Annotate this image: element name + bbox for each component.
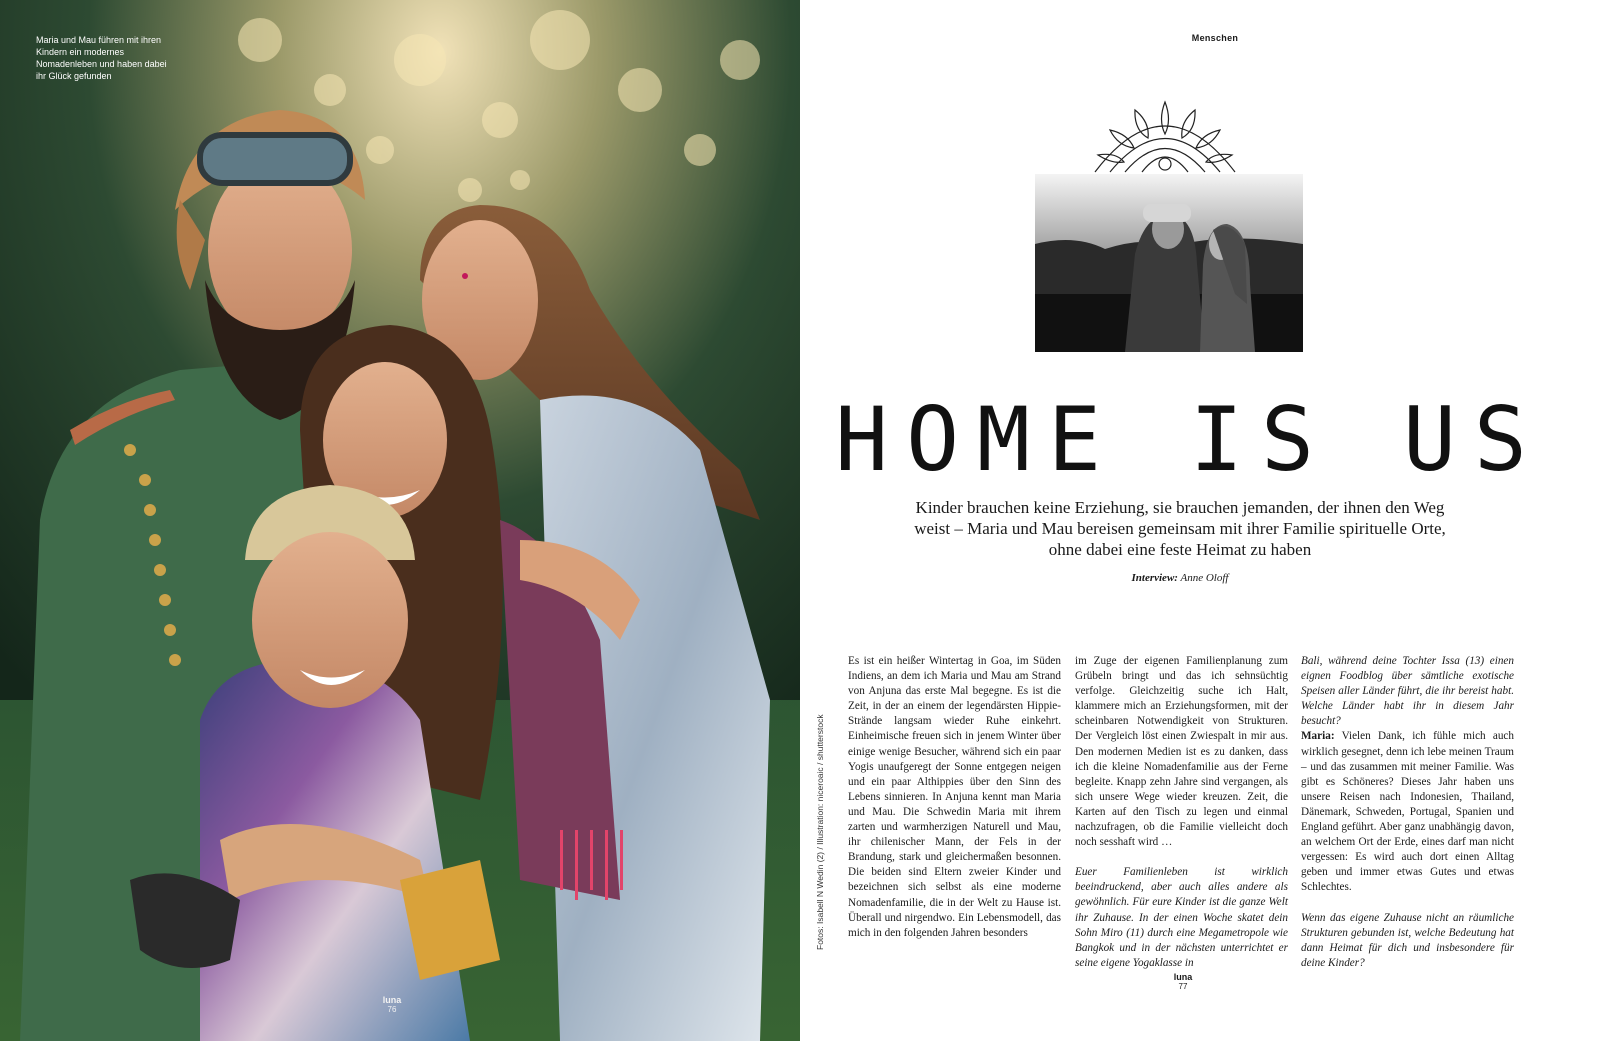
section-label: Menschen bbox=[1191, 33, 1239, 43]
interview-question: Wenn das eigene Zuhause nicht an räumliche Strukturen gebunden ist, welche Bedeutung hat dann Heimat für dich und insbesondere für deine Kinder? bbox=[1301, 911, 1514, 969]
right-folio-brand: luna bbox=[1173, 972, 1193, 982]
left-folio bbox=[372, 995, 412, 1014]
left-folio-number: 76 bbox=[387, 1005, 397, 1014]
interview-question-continued: Bali, während deine Tochter Issa (13) einen eignen Foodblog über sämtliche exotische Speisen aller Länder führt, die ihr bereist habt. Welche Länder habt ihr in diesem Jahr besucht? bbox=[1301, 655, 1514, 728]
article-column-2 bbox=[1075, 654, 1288, 971]
speaker-label: Maria: bbox=[1301, 730, 1335, 743]
headline-text: HOME IS US bbox=[835, 388, 1545, 491]
interview-question: Euer Familienleben ist wirklich beeindruckend, aber auch alles andere als gewöhnlich. Für eure Kinder ist die ganze Welt ihr Zuhause. In der einen Woche skatet dein Sohn Miro (11) durch eine Megametropole wie Bangkok und in der nächsten unterrichtet er seine eigene Yogaklasse in bbox=[1075, 866, 1288, 969]
left-folio-brand: luna bbox=[382, 995, 402, 1005]
standfirst: Kinder brauchen keine Erziehung, sie brauchen jemanden, der ihnen den Weg weist – Maria und Mau bereisen gemeinsam mit ihrer Familie spirituelle Orte, ohne dabei eine feste Heimat zu haben bbox=[914, 498, 1446, 559]
headline-lettering bbox=[835, 388, 1545, 491]
article-column-3 bbox=[1301, 654, 1514, 971]
article-paragraph: im Zuge der eigenen Familienplanung zum Grübeln bringt und das ich sehnsüchtig verfolge. Gleichzeitig suche ich Halt, klammere mich an Erziehungsformen, mit der scheinbaren Notwendigkeit von Strukturen. Der Vergleich löst einen Zwiespalt in mir aus. Den modernen Medien ist es zu danken, dass ich die kleine Nomadenfamilie aus der Ferne begleite. Knapp zehn Jahre sind vergangen, als sich unsere Wege wieder kreuzen. Zeit, die Karten auf den Tisch zu legen und einmal nachzufragen, ob die Familie vielleicht doch noch sesshaft wird … bbox=[1075, 655, 1288, 849]
byline bbox=[1030, 572, 1330, 584]
headline bbox=[835, 388, 1545, 491]
byline-name: Anne Oloff bbox=[1180, 572, 1229, 584]
couple-inset-photo bbox=[1035, 174, 1303, 352]
photo-credit: Fotos: Isabell N Wedin (2) / Illustration: niceroaic / shutterstock bbox=[815, 714, 825, 950]
article-paragraph: Es ist ein heißer Wintertag in Goa, im Süden Indiens, an dem ich Maria und Mau am Strand von Anjuna das erste Mal begegne. Es ist die Zeit, in der an einem der legendärsten Hippie-Strände langsam wieder Ruhe einkehrt. Einheimische freuen sich in jenem Winter über einige wenige Besucher, während sich ein paar Yogis unaufgeregt der Sonne entgegen neigen und ein paar Althippies über den Sinn des Lebens sinnieren. In Anjuna kennt man Maria und Mau. Die Schwedin Maria mit ihrem zarten und warmherzigen Naturell und Mau, ihr chilenischer Mann, der Fels in der Brandung, stark und gleichermaßen besonnen. Die beiden sind Eltern zweier Kinder und bezeichnen sich selbst als eine moderne Nomadenfamilie, die in der Welt zu Hause ist. Überall und nirgendwo. Ein Lebensmodell, das mich in den folgenden Jahren besonders bbox=[848, 655, 1061, 939]
article-column-1 bbox=[848, 654, 1061, 941]
byline-label: Interview: bbox=[1131, 572, 1178, 584]
right-page bbox=[800, 0, 1600, 1041]
right-folio-number: 77 bbox=[1178, 982, 1188, 991]
mandala-illustration bbox=[1090, 100, 1240, 174]
right-folio bbox=[1163, 972, 1203, 991]
interview-answer: Vielen Dank, ich fühle mich auch wirklich gesegnet, denn ich lebe meinen Traum – und das zusammen mit meiner Familie. Was gibt es Schöneres? Dieses Jahr haben uns unsere Reisen nach Indonesien, Thailand, Dänemark, Schweden, Portugal, Spanien und England geführt. Aber ganz unabhängig davon, an welchem Ort der Erde, eines darf man nicht vergessen: Es wird auch dort einen Alltag geben und immer etwas Gutes und etwas Schlechtes. bbox=[1301, 730, 1514, 894]
photo-caption: Maria und Mau führen mit ihren Kindern ein modernes Nomadenleben und haben dabei ihr Glück gefunden bbox=[36, 35, 167, 81]
